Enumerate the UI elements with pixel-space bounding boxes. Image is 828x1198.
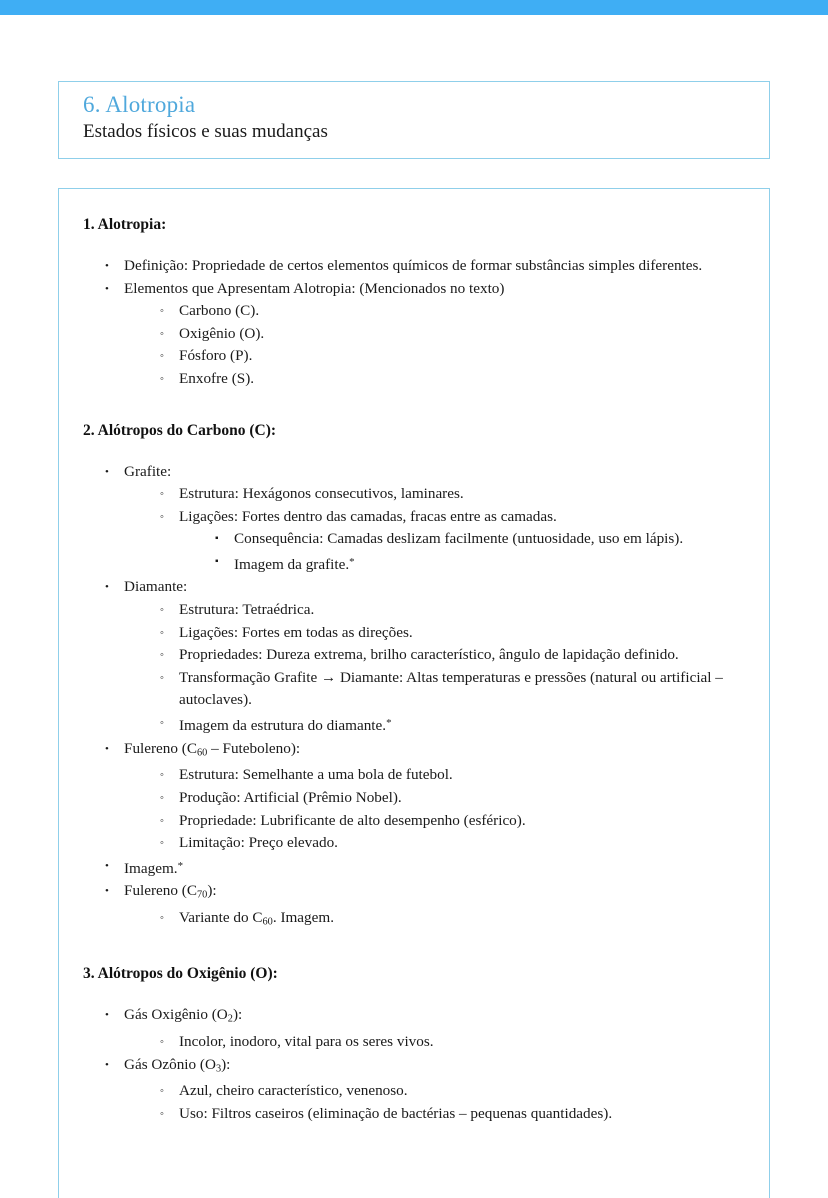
bullet-list-level-2 <box>152 1031 747 1054</box>
bullet-marker-icon: • <box>105 260 109 272</box>
bullet-list-level-2 <box>152 483 747 576</box>
bullet-marker-icon: • <box>105 1058 109 1071</box>
title-card <box>58 81 770 159</box>
list-item <box>152 622 747 645</box>
list-item-text: Propriedade: Lubrificante de alto desempenho (esférico). <box>179 811 526 829</box>
list-item-text: Consequência: Camadas deslizam facilmente (untuosidade, uso em lápis). <box>234 530 684 548</box>
bullet-marker-icon: ◦ <box>160 1107 164 1120</box>
list-item-text: Azul, cheiro característico, venenoso. <box>179 1082 408 1100</box>
page-title: 6. Alotropia <box>83 92 196 117</box>
list-item-text: Enxofre (S). <box>179 369 255 387</box>
section-heading: 1. Alotropia: <box>83 216 167 233</box>
list-item-text: Variante do $C_{60}$. Imagem. <box>179 909 334 928</box>
sections-container <box>83 215 747 1126</box>
bullet-marker-icon: ◦ <box>160 1035 164 1048</box>
list-item <box>97 855 747 881</box>
bullet-marker-icon: ◦ <box>160 671 164 684</box>
list-item <box>97 576 747 737</box>
bullet-marker-icon: ◦ <box>160 350 164 363</box>
section-body <box>83 255 747 391</box>
list-item <box>152 712 747 738</box>
bullet-marker-icon: • <box>105 859 109 872</box>
bullet-marker-icon: • <box>105 742 109 755</box>
bullet-list-level-2 <box>152 300 747 390</box>
list-item <box>152 599 747 622</box>
list-item-text: Fulereno $(C_{70})$: <box>124 882 217 901</box>
bullet-marker-icon: ◦ <box>160 305 164 318</box>
bullet-marker-icon: ◦ <box>160 792 164 805</box>
list-item <box>97 1004 747 1053</box>
list-item <box>152 506 747 577</box>
bullet-list-level-1 <box>97 255 747 391</box>
section-body <box>83 461 747 934</box>
list-item <box>152 907 747 934</box>
bullet-marker-icon: ◦ <box>160 626 164 639</box>
page-subtitle: Estados físicos e suas mudanças <box>83 121 328 142</box>
list-item-text: Uso: Filtros caseiros (eliminação de bactérias – pequenas quantidades). <box>179 1104 613 1122</box>
bullet-marker-icon: ◦ <box>160 769 164 782</box>
content-card <box>58 188 770 1198</box>
list-item-text: Fulereno ($C_{60}$ – Futeboleno): <box>124 739 301 758</box>
list-item-text: Produção: Artificial (Prêmio Nobel). <box>179 789 402 807</box>
bullet-marker-icon: • <box>105 465 109 478</box>
bullet-list-level-2 <box>152 599 747 738</box>
bullet-marker-icon: ▪ <box>215 555 219 567</box>
list-item-text: Limitação: Preço elevado. <box>179 834 338 852</box>
list-item <box>152 832 747 855</box>
bullet-list-level-2 <box>152 907 747 934</box>
list-item <box>152 323 747 346</box>
list-item <box>152 345 747 368</box>
list-item <box>152 764 747 787</box>
list-item-text: Definição: Propriedade de certos elementos químicos de formar substâncias simples diferentes. <box>124 257 703 274</box>
bullet-marker-icon: • <box>105 885 109 898</box>
bullet-marker-icon: ◦ <box>160 912 164 925</box>
list-item-text: Estrutura: Tetraédrica. <box>179 601 315 619</box>
bullet-list-level-3 <box>207 528 747 576</box>
list-item <box>152 1103 747 1126</box>
list-item-text: Imagem da grafite.* <box>234 555 355 573</box>
list-item <box>207 528 747 551</box>
section-body <box>83 1004 747 1126</box>
list-item-text: Imagem.* <box>124 859 184 877</box>
list-item-text: Propriedades: Dureza extrema, brilho característico, ângulo de lapidação definido. <box>179 646 679 664</box>
list-item-text: Oxigênio (O). <box>179 324 265 342</box>
bullet-marker-icon: • <box>105 1009 109 1022</box>
list-item <box>152 667 747 712</box>
bullet-marker-icon: ◦ <box>160 649 164 662</box>
list-item <box>152 787 747 810</box>
list-item <box>152 483 747 506</box>
bullet-marker-icon: ◦ <box>160 837 164 850</box>
list-item-text: Gás Ozônio $(O_3)$: <box>124 1055 231 1074</box>
bullet-marker-icon: ◦ <box>160 372 164 385</box>
list-item <box>97 1054 747 1126</box>
list-item <box>97 255 747 278</box>
list-item-text: Estrutura: Semelhante a uma bola de futebol. <box>179 766 453 784</box>
list-item-text: Imagem da estrutura do diamante.* <box>179 716 392 734</box>
list-item-text: Grafite: <box>124 462 172 480</box>
list-item-text: Ligações: Fortes dentro das camadas, fracas entre as camadas. <box>179 507 557 525</box>
list-item-text: Elementos que Apresentam Alotropia: (Mencionados no texto) <box>124 279 505 297</box>
list-item-text: Carbono (C). <box>179 302 260 320</box>
list-item <box>97 461 747 577</box>
bullet-marker-icon: ◦ <box>160 814 164 827</box>
list-item-text: Fósforo (P). <box>179 347 253 365</box>
bullet-list-level-1 <box>97 1004 747 1126</box>
bullet-marker-icon: ◦ <box>160 1085 164 1098</box>
bullet-marker-icon: ◦ <box>160 327 164 340</box>
list-item <box>152 644 747 667</box>
list-item <box>152 368 747 391</box>
bullet-marker-icon: • <box>105 282 109 295</box>
section-heading: 3. Alótropos do Oxigênio (O): <box>83 965 278 983</box>
bullet-list-level-2 <box>152 1080 747 1125</box>
bullet-marker-icon: ▪ <box>215 533 219 545</box>
list-item <box>152 1031 747 1054</box>
list-item <box>152 300 747 323</box>
top-accent-bar <box>0 0 828 15</box>
bullet-marker-icon: ◦ <box>160 510 164 523</box>
list-item-text: Ligações: Fortes em todas as direções. <box>179 623 413 641</box>
list-item-text: Incolor, inodoro, vital para os seres vivos. <box>179 1032 434 1050</box>
bullet-list-level-1 <box>97 461 747 934</box>
list-item <box>152 1080 747 1103</box>
list-item <box>97 738 747 855</box>
list-item <box>97 278 747 391</box>
bullet-marker-icon: ◦ <box>160 604 164 617</box>
bullet-marker-icon: ◦ <box>160 717 164 730</box>
section-heading: 2. Alótropos do Carbono (C): <box>83 421 277 439</box>
list-item <box>207 551 747 577</box>
list-item-text: Gás Oxigênio $(O_2)$: <box>124 1006 243 1025</box>
list-item <box>97 880 747 934</box>
bullet-marker-icon: • <box>105 581 109 594</box>
list-item <box>152 810 747 833</box>
list-item-text: Transformação Grafite → Diamante: Altas temperaturas e pressões (natural ou artificial – autoclaves). <box>179 668 723 709</box>
list-item-text: Estrutura: Hexágonos consecutivos, laminares. <box>179 485 464 503</box>
bullet-list-level-2 <box>152 764 747 854</box>
bullet-marker-icon: ◦ <box>160 488 164 501</box>
list-item-text: Diamante: <box>124 578 188 596</box>
